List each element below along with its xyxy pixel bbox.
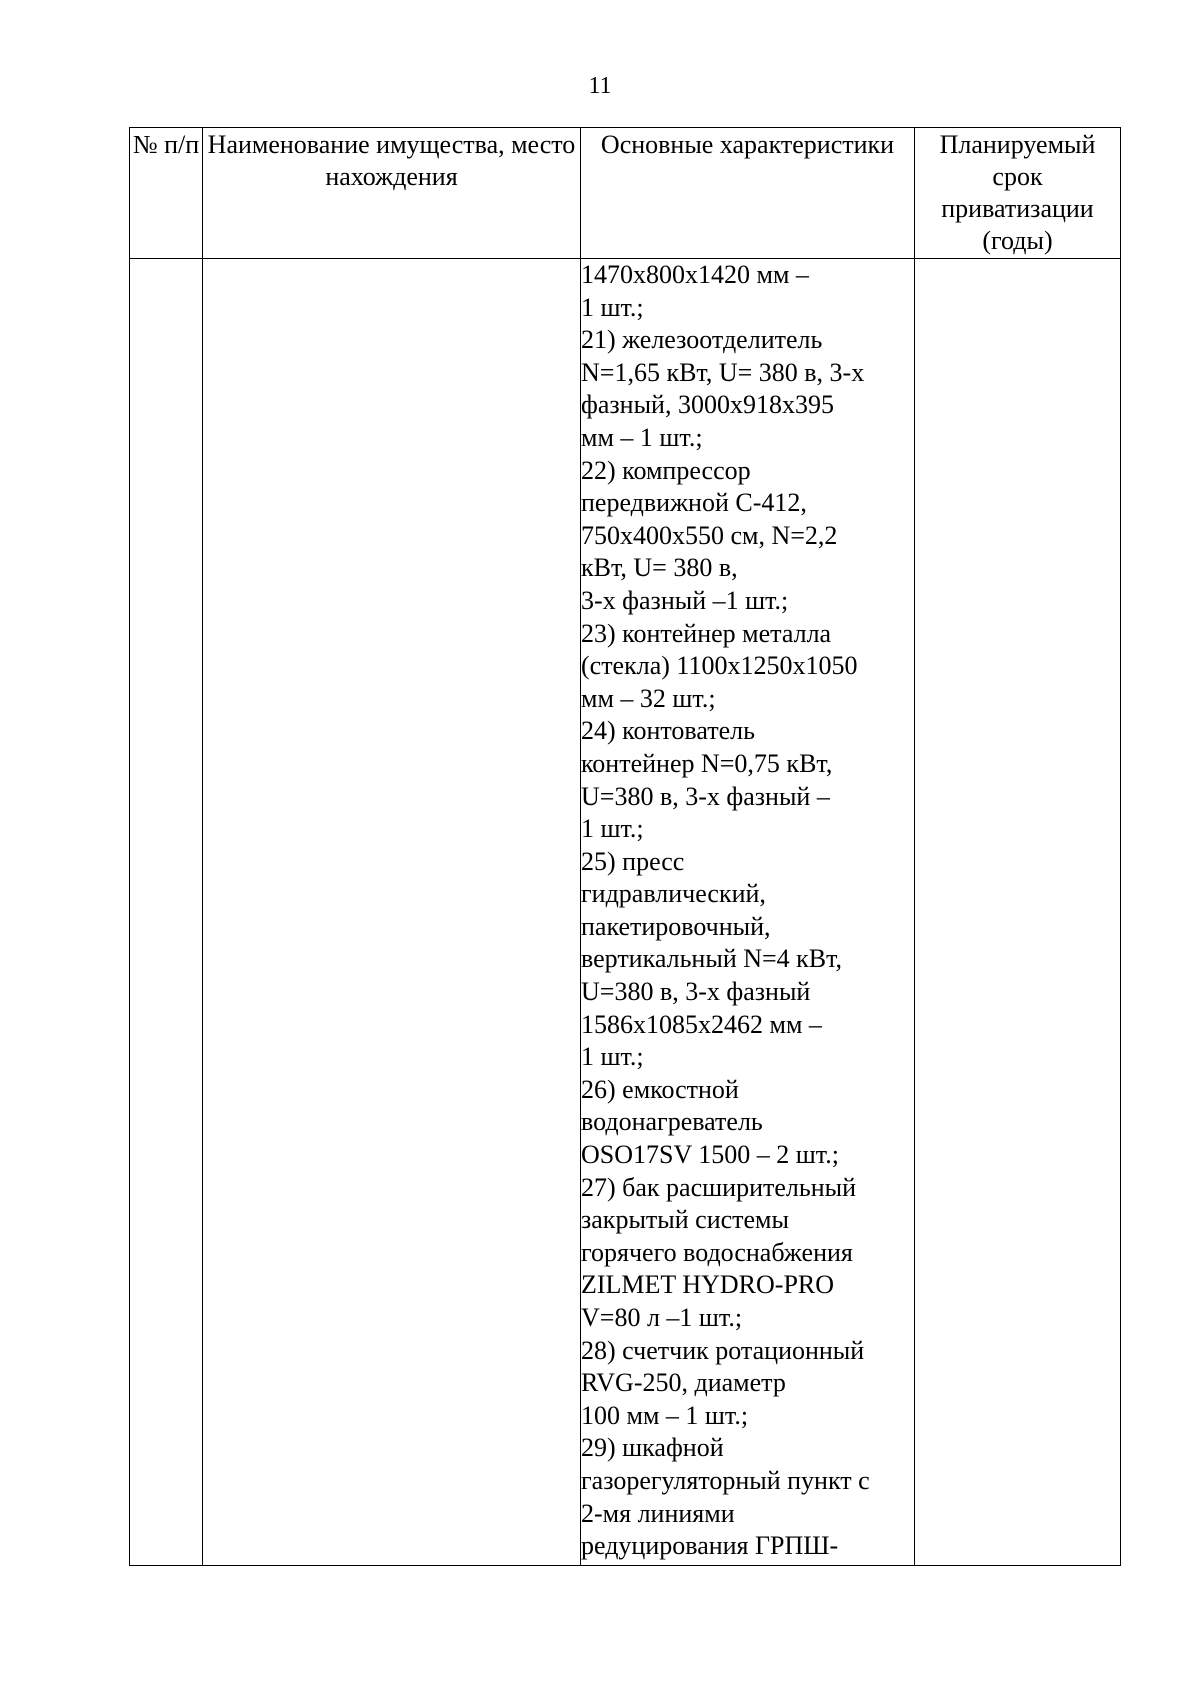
- characteristics-line: редуцирования ГРПШ-: [581, 1531, 839, 1561]
- characteristics-line: 27) бак расширительный: [581, 1172, 857, 1202]
- header-characteristics-label: Основные характеристики: [600, 130, 895, 159]
- characteristics-line: вертикальный N=4 кВт,: [581, 944, 843, 974]
- characteristics-line: RVG-250, диаметр: [581, 1368, 786, 1398]
- characteristics-line: горячего водоснабжения: [581, 1237, 853, 1267]
- cell-term: [915, 259, 1121, 1566]
- characteristics-line: газорегуляторный пункт с: [581, 1465, 870, 1495]
- table-row: [130, 259, 1121, 1566]
- characteristics-line: 28) счетчик ротационный: [581, 1335, 865, 1365]
- characteristics-line: 750х400х550 см, N=2,2: [581, 520, 838, 550]
- header-term-label: Планируемый срок приватизации (годы): [939, 130, 1096, 255]
- characteristics-line: гидравлический,: [581, 879, 766, 909]
- table-header-row: [130, 128, 1121, 259]
- characteristics-line: 100 мм – 1 шт.;: [581, 1400, 749, 1430]
- characteristics-line: 26) емкостной: [581, 1074, 739, 1104]
- characteristics-line: фазный, 3000х918х395: [581, 390, 834, 420]
- property-table: [129, 127, 1121, 1566]
- characteristics-line: OSO17SV 1500 – 2 шт.;: [581, 1140, 839, 1170]
- characteristics-line: 1 шт.;: [581, 1042, 644, 1072]
- characteristics-line: 1586х1085х2462 мм –: [581, 1009, 822, 1039]
- header-name: [203, 128, 581, 259]
- characteristics-line: ZILMET HYDRO-PRO: [581, 1270, 835, 1300]
- characteristics-line: пакетировочный,: [581, 911, 771, 941]
- characteristics-line: 1 шт.;: [581, 814, 644, 844]
- characteristics-line: V=80 л –1 шт.;: [581, 1303, 743, 1332]
- characteristics-line: мм – 32 шт.;: [581, 683, 716, 713]
- header-number-label: № п/п: [132, 130, 200, 159]
- characteristics-line: контейнер N=0,75 кВт,: [581, 748, 833, 778]
- characteristics-line: мм – 1 шт.;: [581, 422, 703, 452]
- characteristics-line: U=380 в, 3-х фазный: [581, 977, 811, 1007]
- characteristics-line: водонагреватель: [581, 1107, 763, 1137]
- cell-number: [130, 259, 203, 1566]
- characteristics-line: N=1,65 кВт, U= 380 в, 3-х: [581, 357, 865, 387]
- header-term: [915, 128, 1121, 259]
- header-name-label: Наименование имущества, место нахождения: [207, 130, 576, 191]
- characteristics-line: 2-мя линиями: [581, 1498, 735, 1528]
- cell-name: [203, 259, 581, 1566]
- characteristics-line: передвижной С-412,: [581, 488, 807, 518]
- characteristics-line: кВт, U= 380 в,: [581, 553, 738, 583]
- characteristics-line: 25) пресс: [581, 846, 685, 876]
- cell-characteristics: [581, 259, 915, 1566]
- characteristics-line: 24) контователь: [581, 716, 755, 746]
- characteristics-line: 22) компрессор: [581, 455, 751, 485]
- page-number: 11: [588, 73, 612, 99]
- characteristics-line: 1 шт.;: [581, 292, 644, 322]
- header-number: [130, 128, 203, 259]
- header-characteristics: [581, 128, 915, 259]
- characteristics-line: закрытый системы: [581, 1205, 789, 1235]
- characteristics-line: U=380 в, 3-х фазный –: [581, 781, 830, 811]
- characteristics-line: 3-х фазный –1 шт.;: [581, 585, 789, 615]
- characteristics-line: 29) шкафной: [581, 1433, 724, 1463]
- characteristics-text: [581, 259, 914, 1563]
- characteristics-line: 1470х800х1420 мм –: [581, 260, 809, 289]
- characteristics-line: 21) железоотделитель: [581, 325, 823, 355]
- characteristics-line: 23) контейнер металла: [581, 618, 832, 648]
- characteristics-line: (стекла) 1100х1250х1050: [581, 651, 858, 681]
